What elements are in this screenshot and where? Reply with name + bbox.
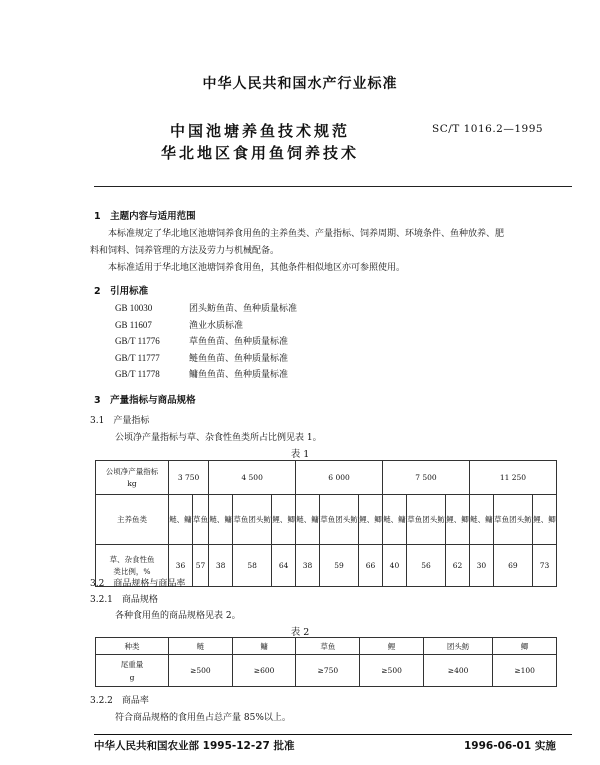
section-3-1-heading: 3.1 产量指标 xyxy=(90,416,150,426)
section-2-heading: 2 引用标准 xyxy=(94,286,149,297)
table-1-species-cell: 鲤、鲫 xyxy=(359,495,383,545)
table-1-ratio-cell: 58 xyxy=(233,545,272,587)
ratio-unit: 类比例，% xyxy=(113,566,151,576)
table-1-species-cell: 鲢、鳙 xyxy=(469,495,493,545)
table-1-ratio-cell: 40 xyxy=(383,545,407,587)
table-1-yield-cell: 6 000 xyxy=(296,461,383,495)
yield-label-text: 公顷净产量指标 xyxy=(105,466,159,476)
table-2-species-cell: 草鱼 xyxy=(296,638,360,655)
table-1-caption: 表 1 xyxy=(290,449,310,460)
reference-name: 渔业水质标准 xyxy=(189,320,244,331)
reference-item xyxy=(115,351,297,368)
table-1-yield-cell: 4 500 xyxy=(209,461,296,495)
table-1-species-cell: 草鱼团头鲂 xyxy=(493,495,532,545)
reference-name: 团头鲂鱼苗、鱼种质量标准 xyxy=(189,304,298,314)
table-2-weight-cell: ≥500 xyxy=(360,655,424,687)
table-2-species-cell: 鲫 xyxy=(493,638,557,655)
table-1-ratio-cell: 66 xyxy=(359,545,383,587)
bottom-rule xyxy=(94,734,572,735)
table-1-species-cell: 鲤、鲫 xyxy=(532,495,556,545)
title-line-1: 中国池塘养鱼技术规范 xyxy=(169,122,350,140)
table-1-species-cell: 草鱼 xyxy=(192,495,208,545)
section-3-1-paragraph: 公顷净产量指标与草、杂食性鱼类所占比例见表 1。 xyxy=(115,433,322,443)
reference-code: GB/T 11776 xyxy=(115,336,160,346)
table-1-ratio-cell: 73 xyxy=(532,545,556,587)
table-2-species-cell: 鲢 xyxy=(169,638,233,655)
table-2 xyxy=(95,637,557,687)
table-1-species-cell: 草鱼团头鲂 xyxy=(233,495,272,545)
table-2-weight-cell: ≥100 xyxy=(493,655,557,687)
weight-label-text: 尾重量 xyxy=(120,659,144,669)
table-1-ratio-cell: 38 xyxy=(296,545,320,587)
table-1-species-cell: 鲤、鲫 xyxy=(272,495,296,545)
reference-code: GB/T 11778 xyxy=(115,369,160,379)
weight-unit: g xyxy=(129,672,135,682)
reference-name: 草鱼鱼苗、鱼种质量标准 xyxy=(189,337,289,347)
reference-item xyxy=(115,334,297,351)
table-1-species-cell: 鲤、鲫 xyxy=(446,495,470,545)
section-3-2-heading: 3.2 商品规格与商品率 xyxy=(90,579,186,589)
table-1-species-cell: 草鱼团头鲂 xyxy=(406,495,445,545)
table-1-species-cell: 草鱼团头鲂 xyxy=(319,495,358,545)
table-1-ratio-cell: 38 xyxy=(209,545,233,587)
table-1-yield-cell: 11 250 xyxy=(469,461,556,495)
table-1-ratio-cell: 36 xyxy=(169,545,193,587)
table-1-ratio-cell: 62 xyxy=(446,545,470,587)
table-2-species-cell: 鳙 xyxy=(232,638,296,655)
reference-code: GB/T 11777 xyxy=(115,352,160,363)
table-1-species-cell: 鲢、鳙 xyxy=(296,495,320,545)
top-rule xyxy=(94,186,572,187)
effective-date: 1996-06-01 实施 xyxy=(464,740,556,752)
yield-unit: kg xyxy=(127,478,137,488)
table-1-yield-label xyxy=(96,461,169,495)
table-2-weight-cell: ≥400 xyxy=(423,655,492,687)
table-1-ratio-cell: 56 xyxy=(406,545,445,587)
table-2-weight-label xyxy=(96,655,169,687)
reference-list xyxy=(115,301,297,384)
table-2-species-cell: 鲤 xyxy=(360,638,424,655)
section-3-2-1-heading: 3.2.1 商品规格 xyxy=(90,595,158,605)
table-1-yield-cell: 3 750 xyxy=(169,461,209,495)
section-3-2-2-heading: 3.2.2 商品率 xyxy=(90,696,149,706)
reference-name: 鲢鱼鱼苗、鱼种质量标准 xyxy=(189,353,289,364)
reference-code: GB 11607 xyxy=(115,319,152,330)
ratio-label-text: 草、杂食性鱼 xyxy=(109,554,155,564)
reference-code: GB 10030 xyxy=(115,303,153,313)
table-1-ratio-cell: 69 xyxy=(493,545,532,587)
section-3-2-1-paragraph: 各种食用鱼的商品规格见表 2。 xyxy=(115,611,241,621)
section-1-paragraph-2: 本标准适用于华北地区池塘饲养食用鱼，其他条件相似地区亦可参照使用。 xyxy=(108,263,406,273)
table-1-species-cell: 鲢、鳙 xyxy=(383,495,407,545)
table-1-ratio-cell: 59 xyxy=(319,545,358,587)
approval-note: 中华人民共和国农业部 1995-12-27 批准 xyxy=(94,740,295,752)
table-1-species-label: 主养鱼类 xyxy=(96,495,169,545)
section-1-heading: 1 主题内容与适用范围 xyxy=(94,211,196,222)
section-1-paragraph-1a: 本标准规定了华北地区池塘饲养食用鱼的主养鱼类、产量指标、饲养周期、环境条件、鱼种放养、肥 xyxy=(108,229,505,239)
title-line-2: 华北地区食用鱼饲养技术 xyxy=(160,144,359,162)
standard-code: SC/T 1016.2—1995 xyxy=(432,123,544,135)
table-2-species-cell: 团头鲂 xyxy=(423,638,492,655)
issuing-authority: 中华人民共和国水产行业标准 xyxy=(202,76,398,92)
table-1-species-cell: 鲢、鳙 xyxy=(209,495,233,545)
table-2-weight-cell: ≥600 xyxy=(232,655,296,687)
section-1-paragraph-1b: 料和饲料、饲养管理的方法及劳力与机械配备。 xyxy=(90,246,280,256)
table-1-species-cell: 鲢、鳙 xyxy=(169,495,193,545)
table-2-weight-cell: ≥750 xyxy=(296,655,360,687)
reference-item xyxy=(115,301,297,318)
table-2-caption: 表 2 xyxy=(290,627,310,638)
table-1-ratio-cell: 64 xyxy=(272,545,296,587)
section-3-heading: 3 产量指标与商品规格 xyxy=(94,395,196,406)
table-1-ratio-cell: 57 xyxy=(192,545,208,587)
table-2-head-label: 种类 xyxy=(96,638,169,655)
table-1 xyxy=(95,460,557,587)
table-1-ratio-cell: 30 xyxy=(469,545,493,587)
reference-name: 鳙鱼鱼苗、鱼种质量标准 xyxy=(189,370,289,380)
table-1-yield-cell: 7 500 xyxy=(383,461,470,495)
reference-item xyxy=(115,367,297,384)
section-3-2-2-paragraph: 符合商品规格的食用鱼占总产量 85%以上。 xyxy=(115,713,291,723)
table-2-weight-cell: ≥500 xyxy=(169,655,233,687)
reference-item xyxy=(115,318,297,335)
